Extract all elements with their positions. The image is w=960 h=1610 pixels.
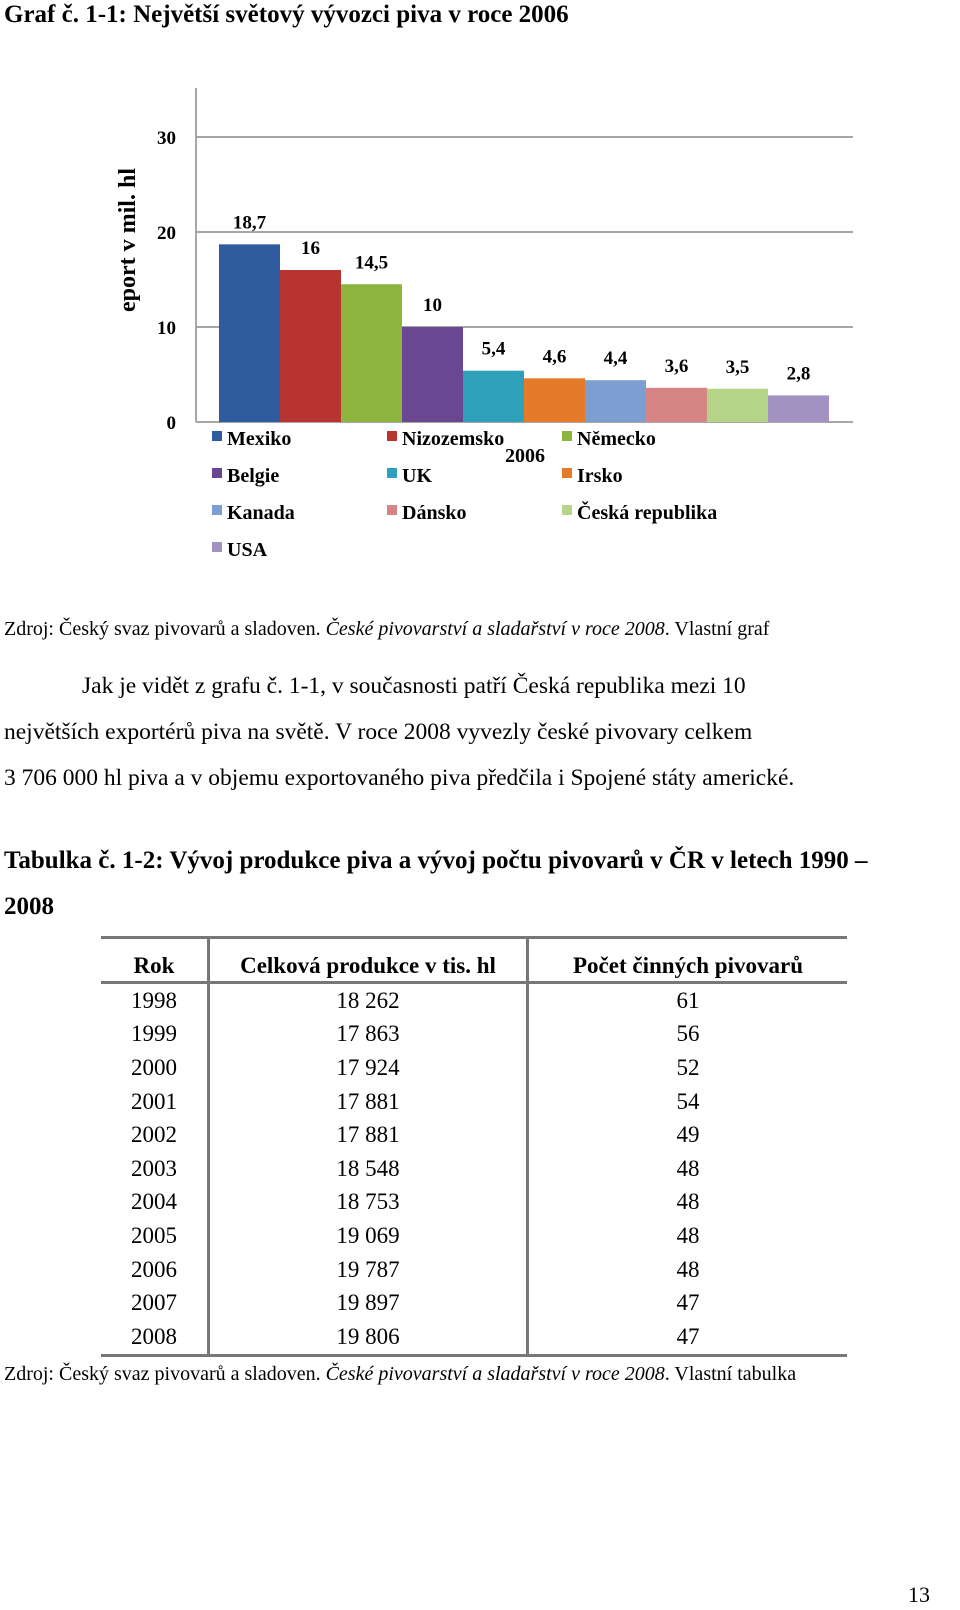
table-row bbox=[101, 983, 847, 1018]
y-tick-label: 0 bbox=[166, 413, 176, 434]
table-cell-breweries: 48 bbox=[676, 1222, 700, 1248]
bar bbox=[280, 270, 341, 422]
legend-label: Mexiko bbox=[227, 428, 292, 450]
page-number: 13 bbox=[908, 1582, 930, 1607]
paragraph-line-2: největších exportérů piva na světě. V roce 2008 vyvezly české pivovary celkem bbox=[4, 719, 753, 745]
table-cell-production: 18 548 bbox=[209, 1152, 528, 1186]
x-category-label: 2006 bbox=[505, 445, 545, 467]
table-title-line-2: 2008 bbox=[4, 893, 54, 920]
data-label: 5,4 bbox=[481, 338, 506, 360]
data-label: 4,4 bbox=[603, 348, 628, 370]
legend-label: UK bbox=[402, 465, 432, 487]
data-label: 4,6 bbox=[542, 346, 567, 368]
table-cell-production: 19 897 bbox=[209, 1286, 528, 1320]
legend-label: Nizozemsko bbox=[402, 428, 505, 450]
table-cell-breweries: 52 bbox=[676, 1054, 700, 1080]
bar bbox=[585, 380, 646, 422]
table-row bbox=[101, 1186, 847, 1220]
table-row bbox=[101, 1286, 847, 1320]
table-row bbox=[101, 1320, 847, 1355]
legend-label: USA bbox=[227, 539, 268, 561]
table-cell-year: 2002 bbox=[101, 1118, 209, 1152]
y-tick-label: 10 bbox=[157, 318, 176, 339]
table-cell-year: 1999 bbox=[101, 1018, 209, 1052]
table-cell-production: 18 262 bbox=[209, 983, 528, 1018]
legend-swatch bbox=[387, 505, 397, 515]
table-row bbox=[101, 1118, 847, 1152]
table-row bbox=[101, 1051, 847, 1085]
chart-title: Graf č. 1-1: Největší světový vývozci piva v roce 2006 bbox=[4, 1, 569, 28]
table-cell-breweries: 47 bbox=[676, 1290, 700, 1316]
legend-label: Kanada bbox=[227, 502, 295, 524]
table-source-prefix: Zdroj: Český svaz pivovarů a sladoven. bbox=[4, 1363, 326, 1385]
table-cell-year: 2008 bbox=[101, 1320, 209, 1355]
y-axis-label: eport v mil. hl bbox=[115, 168, 141, 312]
table-cell-production: 17 863 bbox=[209, 1018, 528, 1052]
table-row bbox=[101, 1253, 847, 1287]
data-label: 10 bbox=[423, 295, 442, 316]
legend-swatch bbox=[562, 431, 572, 441]
bar bbox=[646, 388, 707, 422]
legend-swatch bbox=[212, 505, 222, 515]
legend-label: Irsko bbox=[577, 465, 623, 487]
table-cell-breweries: 49 bbox=[676, 1122, 700, 1148]
table-cell-year: 1998 bbox=[101, 983, 209, 1018]
table-header-breweries: Počet činných pivovarů bbox=[528, 938, 848, 983]
table-cell-breweries: 54 bbox=[676, 1088, 700, 1114]
table-source bbox=[4, 1364, 796, 1384]
chart-source-suffix: . Vlastní graf bbox=[664, 618, 770, 640]
table-cell-production: 19 069 bbox=[209, 1219, 528, 1253]
table-cell-breweries: 56 bbox=[676, 1021, 700, 1047]
legend-label: Česká republika bbox=[577, 502, 718, 524]
table-cell-year: 2003 bbox=[101, 1152, 209, 1186]
table-cell-breweries: 48 bbox=[676, 1155, 700, 1181]
table-row bbox=[101, 1219, 847, 1253]
table-cell-breweries: 48 bbox=[676, 1256, 700, 1282]
legend-label: Německo bbox=[577, 428, 656, 450]
table-cell-year: 2007 bbox=[101, 1286, 209, 1320]
table-cell-year: 2001 bbox=[101, 1085, 209, 1119]
table-cell-year: 2004 bbox=[101, 1186, 209, 1220]
table-cell-production: 17 924 bbox=[209, 1051, 528, 1085]
bar bbox=[219, 244, 280, 422]
data-label: 16 bbox=[301, 238, 320, 259]
bar bbox=[707, 389, 768, 422]
bar bbox=[768, 395, 829, 422]
table-row bbox=[101, 1018, 847, 1052]
y-tick-label: 20 bbox=[157, 223, 176, 244]
bar bbox=[524, 378, 585, 422]
bar bbox=[402, 327, 463, 422]
table-header-row bbox=[101, 938, 847, 983]
table-cell-production: 18 753 bbox=[209, 1186, 528, 1220]
table-cell-production: 17 881 bbox=[209, 1118, 528, 1152]
table-cell-breweries: 48 bbox=[676, 1189, 700, 1215]
data-label: 14,5 bbox=[354, 252, 389, 274]
chart-source-prefix: Zdroj: Český svaz pivovarů a sladoven. bbox=[4, 618, 326, 640]
legend-swatch bbox=[562, 468, 572, 478]
bar bbox=[341, 284, 402, 422]
table-cell-year: 2005 bbox=[101, 1219, 209, 1253]
table-row bbox=[101, 1085, 847, 1119]
table-cell-production: 17 881 bbox=[209, 1085, 528, 1119]
table-cell-year: 2006 bbox=[101, 1253, 209, 1287]
table-source-italic: České pivovarství a sladařství v roce 2008 bbox=[325, 1363, 665, 1385]
table-source-suffix: . Vlastní tabulka bbox=[664, 1363, 797, 1385]
chart-source-italic: České pivovarství a sladařství v roce 2008 bbox=[325, 618, 665, 640]
table-cell-breweries: 61 bbox=[676, 987, 700, 1013]
table-header-year: Rok bbox=[101, 938, 209, 983]
chart-source bbox=[4, 619, 769, 639]
y-tick-label: 30 bbox=[157, 128, 176, 149]
data-label: 3,6 bbox=[664, 355, 689, 377]
bar-chart bbox=[0, 80, 960, 580]
data-label: 18,7 bbox=[232, 212, 267, 234]
table-cell-production: 19 787 bbox=[209, 1253, 528, 1287]
legend-swatch bbox=[387, 468, 397, 478]
table-title-line-1: Tabulka č. 1-2: Vývoj produkce piva a vývoj počtu pivovarů v ČR v letech 1990 – bbox=[4, 847, 868, 874]
table-cell-year: 2000 bbox=[101, 1051, 209, 1085]
legend-swatch bbox=[562, 505, 572, 515]
bar bbox=[463, 371, 524, 422]
legend-swatch bbox=[212, 431, 222, 441]
paragraph-line-1: Jak je vidět z grafu č. 1-1, v současnosti patří Česká republika mezi 10 bbox=[82, 673, 746, 699]
legend-label: Belgie bbox=[227, 465, 280, 487]
table-header-production: Celková produkce v tis. hl bbox=[209, 938, 528, 983]
legend-swatch bbox=[387, 431, 397, 441]
data-label: 2,8 bbox=[786, 363, 811, 385]
table-cell-breweries: 47 bbox=[528, 1320, 848, 1355]
legend-label: Dánsko bbox=[402, 502, 467, 524]
data-label: 3,5 bbox=[725, 356, 750, 378]
paragraph-line-3: 3 706 000 hl piva a v objemu exportovaného piva předčila i Spojené státy americké. bbox=[4, 765, 795, 791]
legend-swatch bbox=[212, 542, 222, 552]
table-cell-production: 19 806 bbox=[209, 1320, 528, 1355]
production-table bbox=[101, 936, 847, 1357]
table-row bbox=[101, 1152, 847, 1186]
legend-swatch bbox=[212, 468, 222, 478]
